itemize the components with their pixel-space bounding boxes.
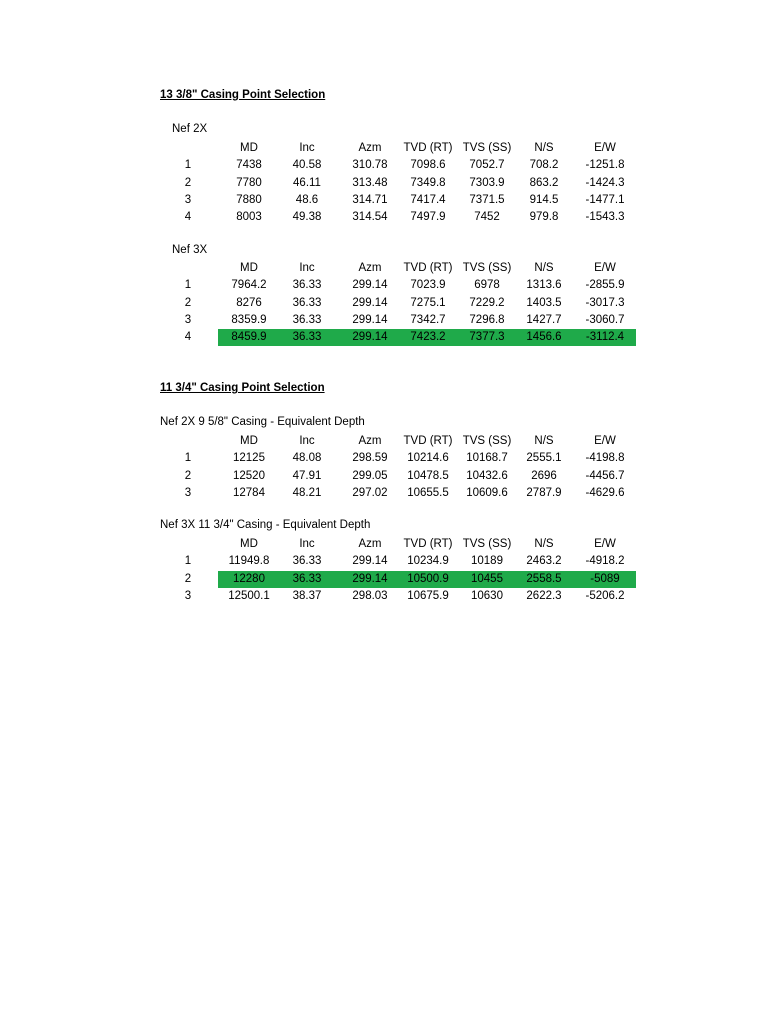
row-index: 3 bbox=[184, 313, 192, 326]
column-header: MD bbox=[240, 538, 258, 550]
table-cell: 48.6 bbox=[295, 193, 319, 206]
table-cell: 47.91 bbox=[292, 469, 322, 482]
table-cell: 299.14 bbox=[352, 279, 388, 292]
table-cell: 298.03 bbox=[352, 589, 388, 602]
column-header: TVS (SS) bbox=[462, 142, 512, 154]
table-cell: 48.08 bbox=[292, 452, 322, 465]
table-cell: 863.2 bbox=[529, 176, 559, 189]
table-row bbox=[160, 571, 636, 588]
table-row bbox=[160, 588, 636, 605]
column-header: E/W bbox=[594, 142, 616, 154]
column-header: MD bbox=[240, 435, 258, 447]
table-label-nef-2x-9-5-8: Nef 2X 9 5/8" Casing - Equivalent Depth bbox=[160, 416, 365, 428]
table-cell: 7452 bbox=[474, 211, 500, 224]
table-cell: 10675.9 bbox=[407, 589, 449, 602]
table-cell: 708.2 bbox=[529, 159, 559, 172]
table-cell: 8459.9 bbox=[231, 331, 267, 344]
table-cell: 10455 bbox=[471, 572, 503, 585]
column-header bbox=[170, 260, 206, 277]
table-cell: 12125 bbox=[233, 452, 265, 465]
table-cell: 49.38 bbox=[292, 211, 322, 224]
table-cell: 10234.9 bbox=[407, 555, 449, 568]
column-header: TVD (RT) bbox=[403, 142, 453, 154]
table-cell: -3017.3 bbox=[585, 296, 625, 309]
column-header: Azm bbox=[358, 538, 382, 550]
column-header: N/S bbox=[534, 538, 554, 550]
table-cell: 48.21 bbox=[292, 486, 322, 499]
table-label-nef-3x: Nef 3X bbox=[172, 244, 208, 256]
table-row bbox=[160, 175, 636, 192]
table-cell: -5206.2 bbox=[585, 589, 625, 602]
column-header: MD bbox=[240, 142, 258, 154]
column-header: Azm bbox=[358, 142, 382, 154]
table-cell: 12784 bbox=[233, 486, 265, 499]
row-index: 4 bbox=[184, 211, 192, 224]
table-cell: 40.58 bbox=[292, 159, 322, 172]
table-cell: 310.78 bbox=[352, 159, 388, 172]
table-cell: 10168.7 bbox=[466, 452, 508, 465]
table-cell: -3112.4 bbox=[585, 331, 625, 344]
row-index: 3 bbox=[184, 486, 192, 499]
table-cell: -4629.6 bbox=[585, 486, 625, 499]
table-cell: 7349.8 bbox=[410, 176, 446, 189]
column-header: Inc bbox=[299, 262, 315, 274]
table-cell: 299.14 bbox=[352, 331, 388, 344]
table-row bbox=[160, 553, 636, 570]
table-label-nef-2x: Nef 2X bbox=[172, 123, 208, 135]
table-cell: 38.37 bbox=[292, 589, 322, 602]
table-cell: 1403.5 bbox=[526, 296, 562, 309]
table-cell: -1424.3 bbox=[585, 176, 625, 189]
table-cell: 314.54 bbox=[352, 211, 388, 224]
column-header: Inc bbox=[299, 435, 315, 447]
table-cell: 10500.9 bbox=[407, 572, 449, 585]
table-row bbox=[160, 295, 636, 312]
table-cell: 7423.2 bbox=[410, 331, 446, 344]
column-header: TVD (RT) bbox=[403, 435, 453, 447]
table-cell: 314.71 bbox=[352, 193, 388, 206]
table-cell: 10655.5 bbox=[407, 486, 449, 499]
column-header: TVS (SS) bbox=[462, 262, 512, 274]
row-index: 3 bbox=[184, 589, 192, 602]
table-row bbox=[160, 157, 636, 174]
table-row bbox=[160, 192, 636, 209]
column-header bbox=[170, 140, 206, 157]
table-row bbox=[160, 450, 636, 467]
section-title-11-3-4: 11 3/4" Casing Point Selection bbox=[160, 382, 325, 394]
table-cell: 7371.5 bbox=[469, 193, 505, 206]
table-header-row bbox=[160, 433, 636, 450]
table-cell: -1251.8 bbox=[585, 159, 625, 172]
row-index: 2 bbox=[184, 176, 192, 189]
column-header: E/W bbox=[594, 435, 616, 447]
table-cell: 8276 bbox=[236, 296, 262, 309]
table-cell: 11949.8 bbox=[228, 555, 270, 568]
table-cell: 7229.2 bbox=[469, 296, 505, 309]
table-cell: 7880 bbox=[236, 193, 262, 206]
column-header: TVS (SS) bbox=[462, 538, 512, 550]
table-cell: -1477.1 bbox=[585, 193, 625, 206]
row-index: 1 bbox=[184, 555, 192, 568]
table-cell: 12500.1 bbox=[228, 589, 270, 602]
table-row bbox=[160, 485, 636, 502]
column-header: E/W bbox=[594, 538, 616, 550]
table-cell: 299.05 bbox=[352, 469, 388, 482]
table-cell: 7023.9 bbox=[410, 279, 446, 292]
table-cell: 7417.4 bbox=[410, 193, 446, 206]
row-index: 2 bbox=[184, 296, 192, 309]
table-cell: 10189 bbox=[471, 555, 503, 568]
table-cell: -1543.3 bbox=[585, 211, 625, 224]
row-index: 1 bbox=[184, 279, 192, 292]
table-cell: 297.02 bbox=[352, 486, 388, 499]
table-row bbox=[160, 209, 636, 226]
table-cell: 2555.1 bbox=[526, 452, 562, 465]
table-row bbox=[160, 329, 636, 346]
table-cell: 2787.9 bbox=[526, 486, 562, 499]
table-cell: 7377.3 bbox=[469, 331, 505, 344]
table-cell: 8359.9 bbox=[231, 313, 267, 326]
column-header: N/S bbox=[534, 435, 554, 447]
table-cell: 46.11 bbox=[293, 176, 321, 189]
table-cell: -4456.7 bbox=[585, 469, 625, 482]
table-cell: 36.33 bbox=[292, 313, 322, 326]
table-label-nef-3x-11-3-4: Nef 3X 11 3/4" Casing - Equivalent Depth bbox=[160, 519, 371, 531]
table-cell: 2463.2 bbox=[526, 555, 562, 568]
column-header bbox=[170, 433, 206, 450]
table-cell: 979.8 bbox=[529, 211, 559, 224]
table-cell: 7438 bbox=[236, 159, 262, 172]
table-cell: 7098.6 bbox=[410, 159, 446, 172]
table-header-row bbox=[160, 536, 636, 553]
table-cell: 36.33 bbox=[292, 555, 322, 568]
row-index: 1 bbox=[184, 452, 192, 465]
table-cell: 10432.6 bbox=[466, 469, 508, 482]
table-row bbox=[160, 312, 636, 329]
table-cell: 299.14 bbox=[352, 572, 388, 585]
column-header: Inc bbox=[299, 538, 315, 550]
column-header: N/S bbox=[534, 262, 554, 274]
row-index: 3 bbox=[184, 193, 192, 206]
table-cell: 10478.5 bbox=[407, 469, 449, 482]
column-header: Azm bbox=[358, 435, 382, 447]
table-header-row bbox=[160, 140, 636, 157]
column-header: MD bbox=[240, 262, 258, 274]
column-header: TVS (SS) bbox=[462, 435, 512, 447]
row-index: 4 bbox=[184, 331, 192, 344]
table-cell: 6978 bbox=[474, 279, 500, 292]
column-header bbox=[170, 536, 206, 553]
column-header: TVD (RT) bbox=[403, 538, 453, 550]
column-header: E/W bbox=[594, 262, 616, 274]
column-header: Azm bbox=[358, 262, 382, 274]
table-cell: 7275.1 bbox=[410, 296, 446, 309]
table-cell: 12520 bbox=[233, 469, 265, 482]
table-cell: -3060.7 bbox=[585, 313, 625, 326]
column-header: TVD (RT) bbox=[403, 262, 453, 274]
table-cell: 8003 bbox=[236, 211, 262, 224]
table-cell: 36.33 bbox=[292, 296, 322, 309]
table-row bbox=[160, 277, 636, 294]
table-cell: 299.14 bbox=[352, 296, 388, 309]
table-cell: 7780 bbox=[236, 176, 262, 189]
table-cell: -4198.8 bbox=[585, 452, 625, 465]
table-cell: 10630 bbox=[471, 589, 503, 602]
table-cell: 7342.7 bbox=[410, 313, 446, 326]
table-cell: 1313.6 bbox=[526, 279, 562, 292]
table-cell: 7964.2 bbox=[231, 279, 267, 292]
table-cell: 36.33 bbox=[292, 331, 322, 344]
table-header-row bbox=[160, 260, 636, 277]
table-cell: -2855.9 bbox=[585, 279, 625, 292]
table-cell: 7497.9 bbox=[410, 211, 446, 224]
table-cell: 1427.7 bbox=[526, 313, 562, 326]
row-index: 1 bbox=[184, 159, 192, 172]
table-cell: 36.33 bbox=[292, 572, 322, 585]
column-header: N/S bbox=[534, 142, 554, 154]
table-cell: 2696 bbox=[531, 469, 557, 482]
table-cell: 298.59 bbox=[352, 452, 388, 465]
table-cell: 299.14 bbox=[352, 313, 388, 326]
table-cell: 10214.6 bbox=[407, 452, 449, 465]
table-cell: 1456.6 bbox=[526, 331, 562, 344]
table-cell: 7052.7 bbox=[469, 159, 505, 172]
section-title-13-3-8: 13 3/8" Casing Point Selection bbox=[160, 89, 326, 101]
table-cell: 313.48 bbox=[352, 176, 388, 189]
table-cell: 7303.9 bbox=[469, 176, 505, 189]
table-cell: -4918.2 bbox=[585, 555, 625, 568]
table-cell: 299.14 bbox=[352, 555, 388, 568]
table-row bbox=[160, 468, 636, 485]
row-index: 2 bbox=[184, 572, 192, 585]
column-header: Inc bbox=[299, 142, 315, 154]
table-cell: 10609.6 bbox=[466, 486, 508, 499]
table-cell: 12280 bbox=[233, 572, 265, 585]
table-cell: 36.33 bbox=[292, 279, 322, 292]
table-cell: 914.5 bbox=[529, 193, 559, 206]
table-cell: -5089 bbox=[590, 572, 620, 585]
table-cell: 2622.3 bbox=[526, 589, 562, 602]
table-cell: 2558.5 bbox=[526, 572, 562, 585]
row-index: 2 bbox=[184, 469, 192, 482]
table-cell: 7296.8 bbox=[469, 313, 505, 326]
